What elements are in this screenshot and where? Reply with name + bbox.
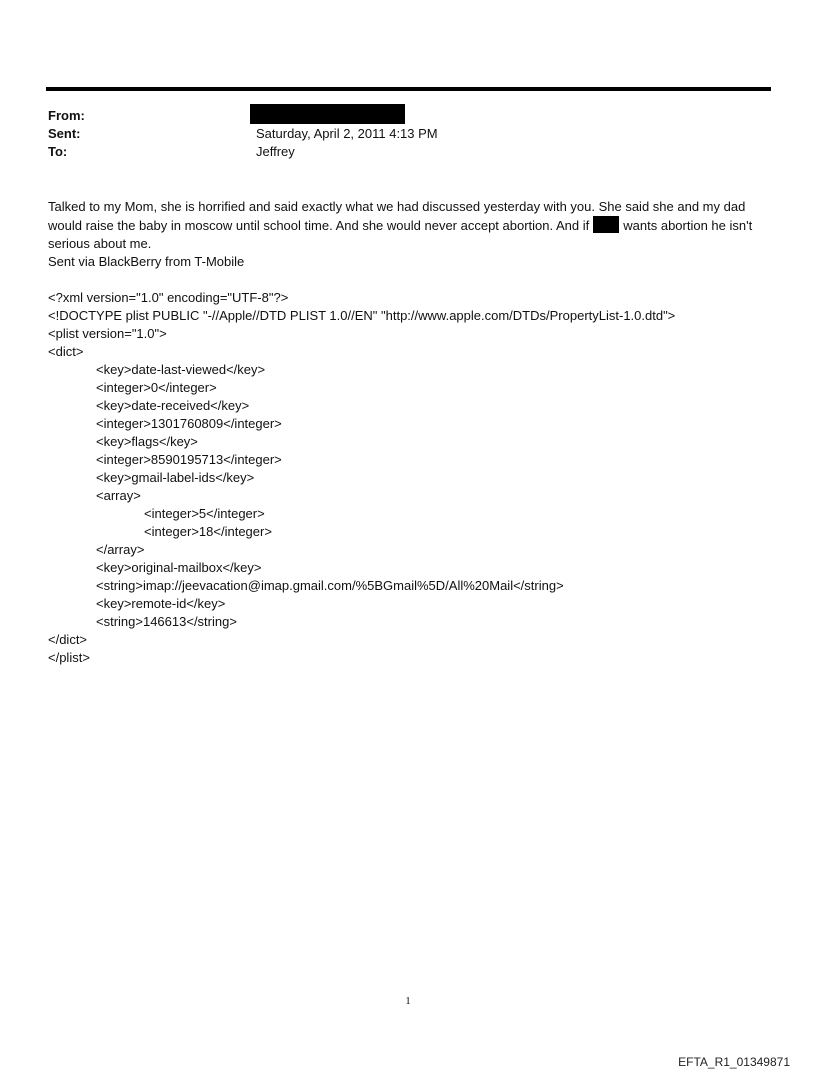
xml-line: <string>146613</string> bbox=[96, 614, 237, 629]
inline-redaction bbox=[593, 216, 619, 233]
sent-label: Sent: bbox=[48, 126, 81, 141]
message-paragraph bbox=[48, 198, 773, 253]
xml-line: <dict> bbox=[48, 344, 84, 359]
plist-xml-block bbox=[48, 289, 773, 667]
xml-line: <key>date-last-viewed</key> bbox=[96, 362, 266, 377]
message-text-part2: wants abortion he isn't serious about me. bbox=[48, 218, 753, 251]
to-label: To: bbox=[48, 144, 68, 159]
xml-line: <string>imap://jeevacation@imap.gmail.com/%5BGmail%5D/All%20Mail</string> bbox=[96, 578, 564, 593]
xml-line: <?xml version="1.0" encoding="UTF-8"?> bbox=[48, 290, 289, 305]
sent-row bbox=[48, 125, 748, 143]
xml-line: <key>flags</key> bbox=[96, 434, 198, 449]
xml-line: <key>gmail-label-ids</key> bbox=[96, 470, 255, 485]
xml-line: <array> bbox=[96, 488, 141, 503]
signature-line: Sent via BlackBerry from T-Mobile bbox=[48, 254, 245, 269]
email-body bbox=[48, 198, 773, 271]
xml-line: </array> bbox=[96, 542, 145, 557]
message-text-part1: Talked to my Mom, she is horrified and said exactly what we had discussed yesterday with you. She said she and my dad would raise the baby in moscow until school time. And she would never accept abortion. And if bbox=[48, 199, 746, 233]
from-label: From: bbox=[48, 108, 85, 123]
xml-line: <key>original-mailbox</key> bbox=[96, 560, 262, 575]
xml-line: <integer>1301760809</integer> bbox=[96, 416, 282, 431]
xml-line: <integer>18</integer> bbox=[144, 524, 272, 539]
xml-line: <key>date-received</key> bbox=[96, 398, 250, 413]
from-redaction bbox=[250, 104, 405, 124]
xml-line: <plist version="1.0"> bbox=[48, 326, 167, 341]
xml-line: </dict> bbox=[48, 632, 88, 647]
xml-line: <integer>0</integer> bbox=[96, 380, 217, 395]
xml-line: <integer>8590195713</integer> bbox=[96, 452, 282, 467]
xml-line: <!DOCTYPE plist PUBLIC "-//Apple//DTD PLIST 1.0//EN" "http://www.apple.com/DTDs/PropertyList-1.0.dtd"> bbox=[48, 308, 676, 323]
page-number: 1 bbox=[405, 995, 411, 1007]
sent-value: Saturday, April 2, 2011 4:13 PM bbox=[256, 126, 438, 141]
xml-line: <key>remote-id</key> bbox=[96, 596, 226, 611]
to-value: Jeffrey bbox=[256, 144, 295, 159]
header-divider bbox=[46, 87, 771, 91]
to-row bbox=[48, 143, 748, 161]
document-id: EFTA_R1_01349871 bbox=[678, 1055, 790, 1069]
xml-line: </plist> bbox=[48, 650, 90, 665]
xml-line: <integer>5</integer> bbox=[144, 506, 265, 521]
